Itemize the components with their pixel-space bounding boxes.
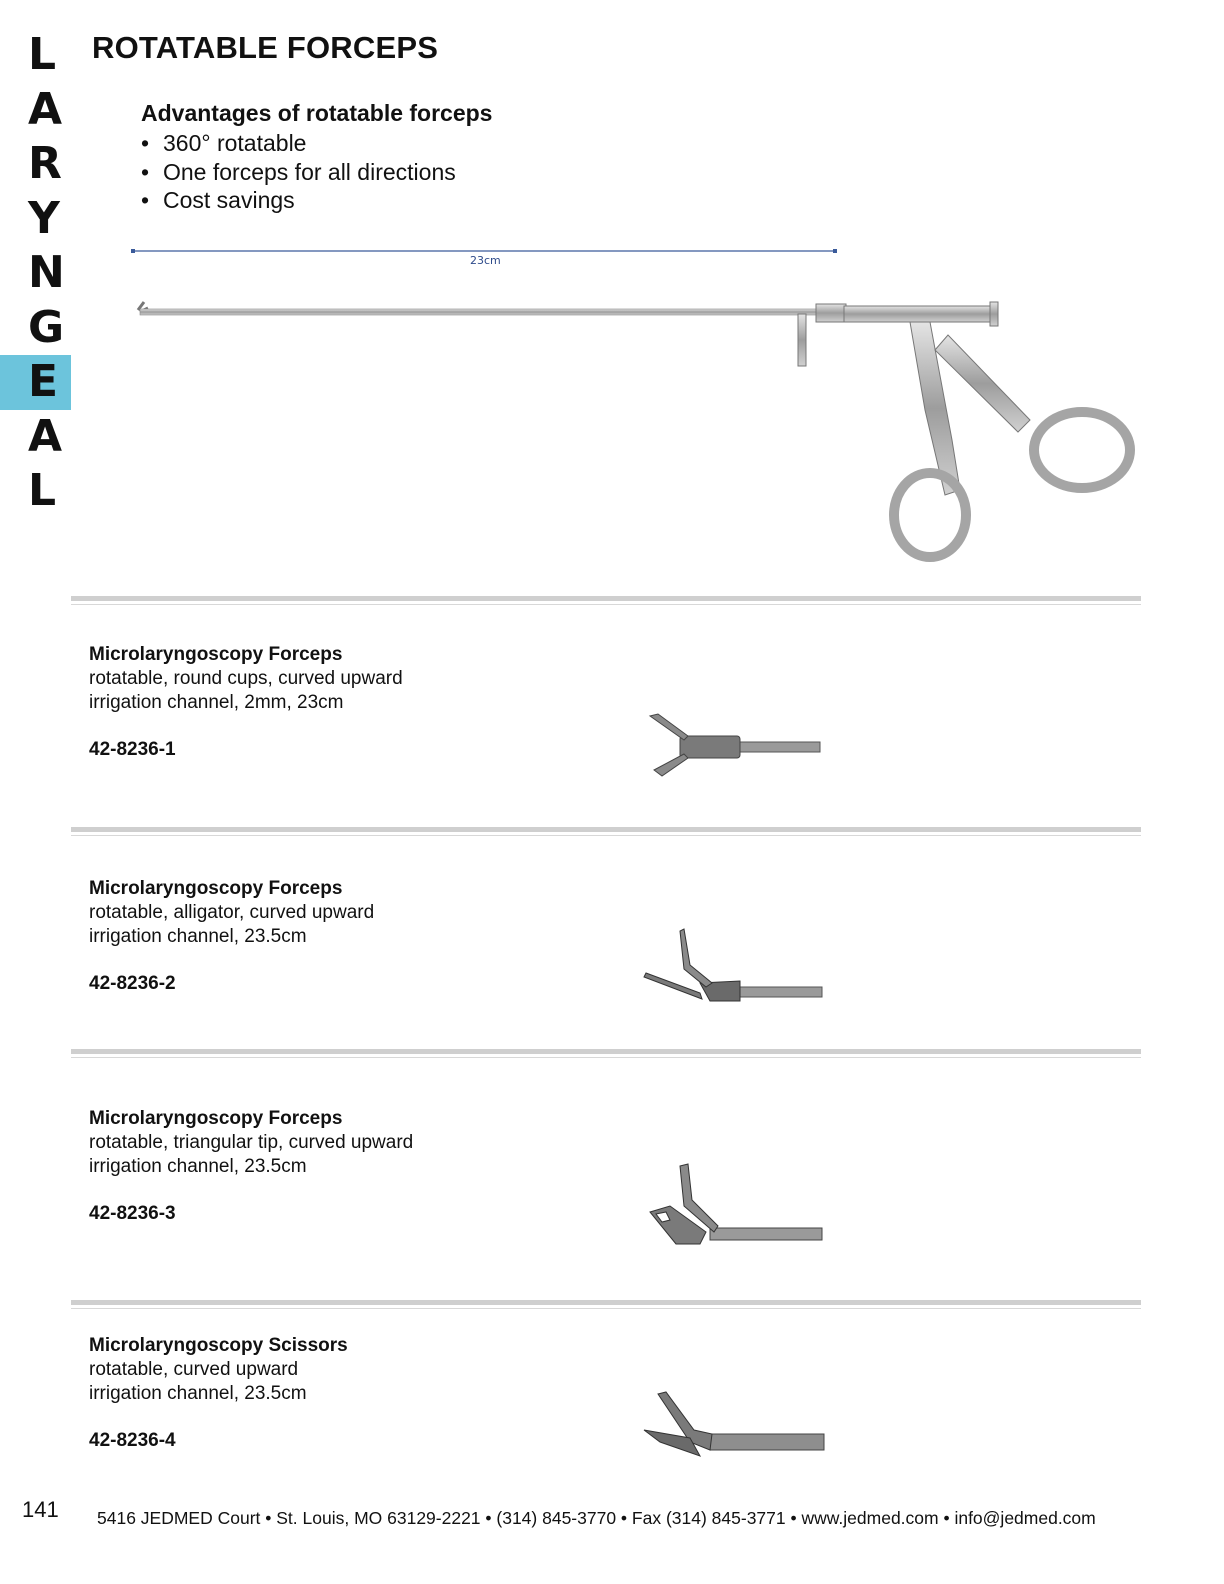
section-letter: N [28,247,65,298]
scissors-tip-icon [640,1390,830,1465]
product-description: irrigation channel, 2mm, 23cm [89,692,344,713]
page-number: 141 [22,1497,59,1522]
product-description: rotatable, round cups, curved upward [89,668,403,689]
section-letter: A [28,410,63,462]
advantages-list [141,129,492,215]
section-divider [71,1300,1141,1309]
page-title: ROTATABLE FORCEPS [92,30,439,65]
forceps-icon [130,290,1150,570]
section-divider [71,596,1141,605]
section-letter: R [28,138,62,189]
product-name: Microlaryngoscopy Forceps [89,1108,343,1129]
rotatable-forceps-image [130,290,1150,575]
advantages-heading: Advantages of rotatable forceps [141,100,493,126]
footer-contact: 5416 JEDMED Court • St. Louis, MO 63129-2221 • (314) 845-3770 • Fax (314) 845-3771 • www.jedmed.com • info@jedmed.com [97,1508,1096,1528]
length-dimension [130,244,838,268]
advantage-item: • Cost savings [141,186,492,215]
section-letter: A [28,83,63,135]
product-sku: 42-8236-1 [89,739,176,760]
section-letter: G [28,301,65,353]
product-sku: 42-8236-3 [89,1203,176,1224]
product-name: Microlaryngoscopy Forceps [89,878,343,899]
product-description: irrigation channel, 23.5cm [89,926,307,947]
section-tab-laryngeal [0,28,90,519]
advantage-item: • One forceps for all directions [141,158,492,187]
section-divider [71,827,1141,836]
advantage-item: • 360° rotatable [141,129,492,158]
alligator-tip-icon [640,925,830,1005]
section-letter: L [28,465,57,516]
section-divider [71,1049,1141,1058]
section-letter-highlighted: E [0,355,71,410]
product-item [89,877,589,996]
scissors-tip-image [640,1390,830,1470]
triangular-tip-icon [640,1160,830,1255]
product-description: irrigation channel, 23.5cm [89,1383,307,1404]
triangular-tip-image [640,1160,830,1260]
advantages-block [141,100,492,215]
product-description: irrigation channel, 23.5cm [89,1156,307,1177]
round-cup-tip-icon [640,706,830,786]
section-letter: Y [28,192,60,244]
dimension-label: 23cm [470,254,501,267]
product-item [89,1107,589,1226]
product-sku: 42-8236-2 [89,973,176,994]
product-item [89,643,589,762]
product-description: rotatable, triangular tip, curved upward [89,1132,414,1153]
product-item [89,1334,589,1453]
product-name: Microlaryngoscopy Forceps [89,644,343,665]
product-name: Microlaryngoscopy Scissors [89,1335,348,1356]
product-sku: 42-8236-4 [89,1430,176,1451]
product-description: rotatable, curved upward [89,1359,299,1380]
alligator-tip-image [640,925,830,1010]
round-cup-tip-image [640,706,830,791]
section-letter: L [28,29,57,80]
product-description: rotatable, alligator, curved upward [89,902,375,923]
